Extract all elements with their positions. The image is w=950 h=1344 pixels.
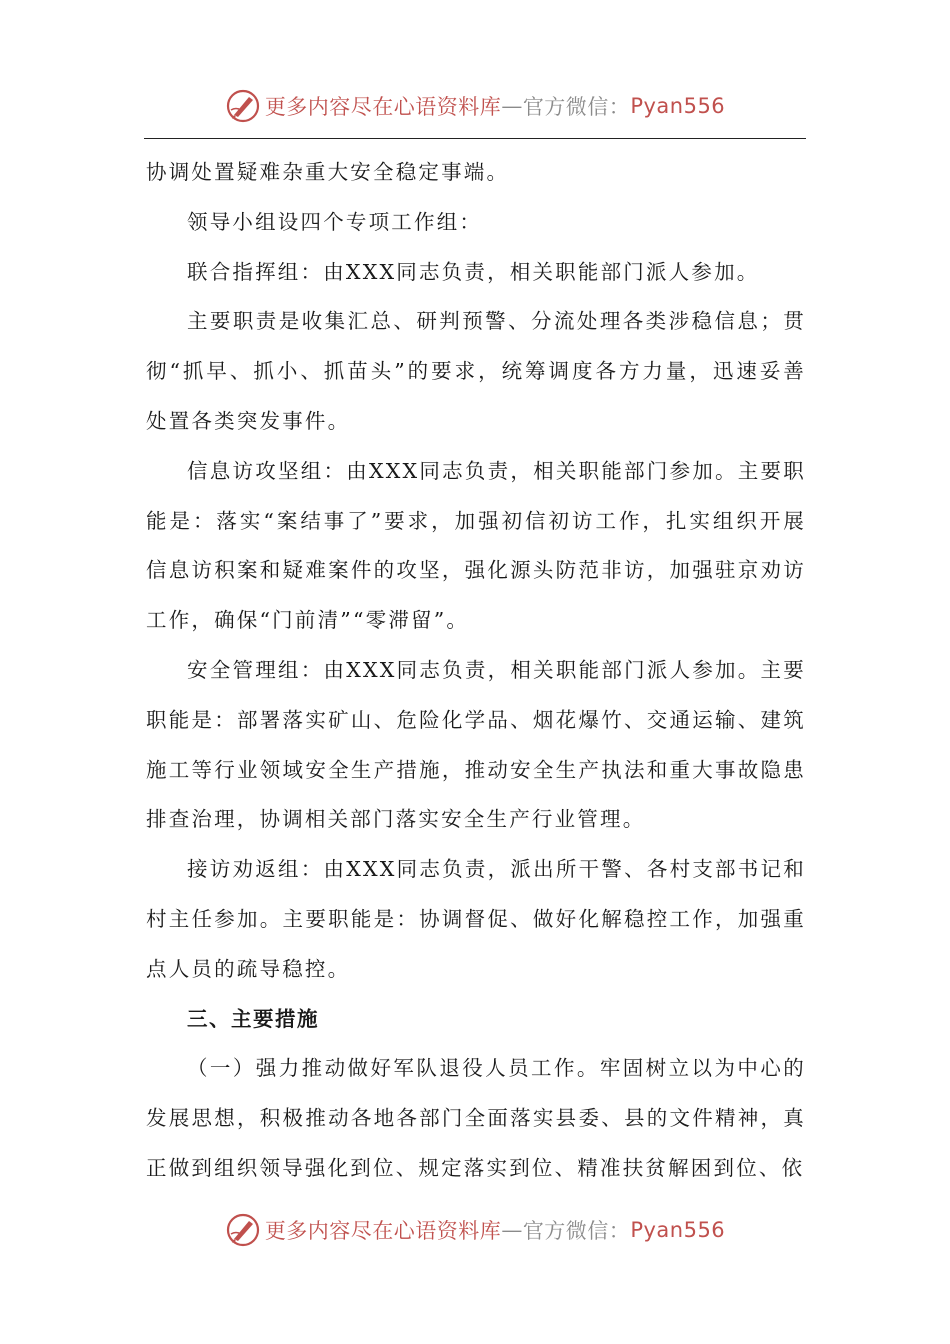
header-banner [0,84,950,128]
footer-banner [0,1208,950,1252]
paragraph-safety-group: 安全管理组：由XXX同志负责，相关职能部门派人参加。主要职能是：部署落实矿山、危险化学品、烟花爆竹、交通运输、建筑施工等行业领域安全生产措施，推动安全生产执法和重大事故隐患排查治理，协调相关部门落实安全生产行业管理。 [146,657,806,832]
document-body [146,148,806,1194]
banner-wechat-label: 官方微信： [522,1219,631,1243]
quill-pen-logo-icon [225,1212,261,1248]
banner-account: Pyan556 [630,1218,726,1242]
paragraph-petition-group: 信息访攻坚组：由XXX同志负责，相关职能部门参加。主要职能是：落实“案结事了”要求，加强初信初访工作，扎实组织开展信息访积案和疑难案件的攻坚，强化源头防范非访，加强驻京劝访工作，确保“门前清”“零滞留”。 [146,458,806,633]
paragraph-measure-one: （一）强力推动做好军队退役人员工作。牢固树立以为中心的发展思想，积极推动各地各部门全面落实县委、县的文件精神，真正做到组织领导强化到位、规定落实到位、精准扶贫解困到位、依 [146,1056,806,1180]
banner-dash: — [501,94,523,118]
banner-dash: — [501,1218,523,1242]
header-divider [144,138,806,139]
paragraph-joint-command-group: 联合指挥组：由XXX同志负责，相关职能部门派人参加。 [187,259,760,284]
banner-brand-text: 更多内容尽在心语资料库 [264,95,502,119]
paragraph-groups-intro: 领导小组设四个专项工作组： [187,209,483,234]
paragraph-continuation: 协调处置疑难杂重大安全稳定事端。 [146,160,510,184]
banner-brand-text: 更多内容尽在心语资料库 [264,1219,502,1243]
paragraph-joint-command-duties: 主要职责是收集汇总、研判预警、分流处理各类涉稳信息；贯彻“抓早、抓小、抓苗头”的要求，统筹调度各方力量，迅速妥善处置各类突发事件。 [146,309,806,433]
section-heading-main-measures: 三、主要措施 [187,1006,319,1031]
paragraph-reception-group: 接访劝返组：由XXX同志负责，派出所干警、各村支部书记和村主任参加。主要职能是：协调督促、做好化解稳控工作，加强重点人员的疏导稳控。 [146,857,806,981]
banner-wechat-label: 官方微信： [522,95,631,119]
quill-pen-logo-icon [225,88,261,124]
banner-account: Pyan556 [630,94,726,118]
